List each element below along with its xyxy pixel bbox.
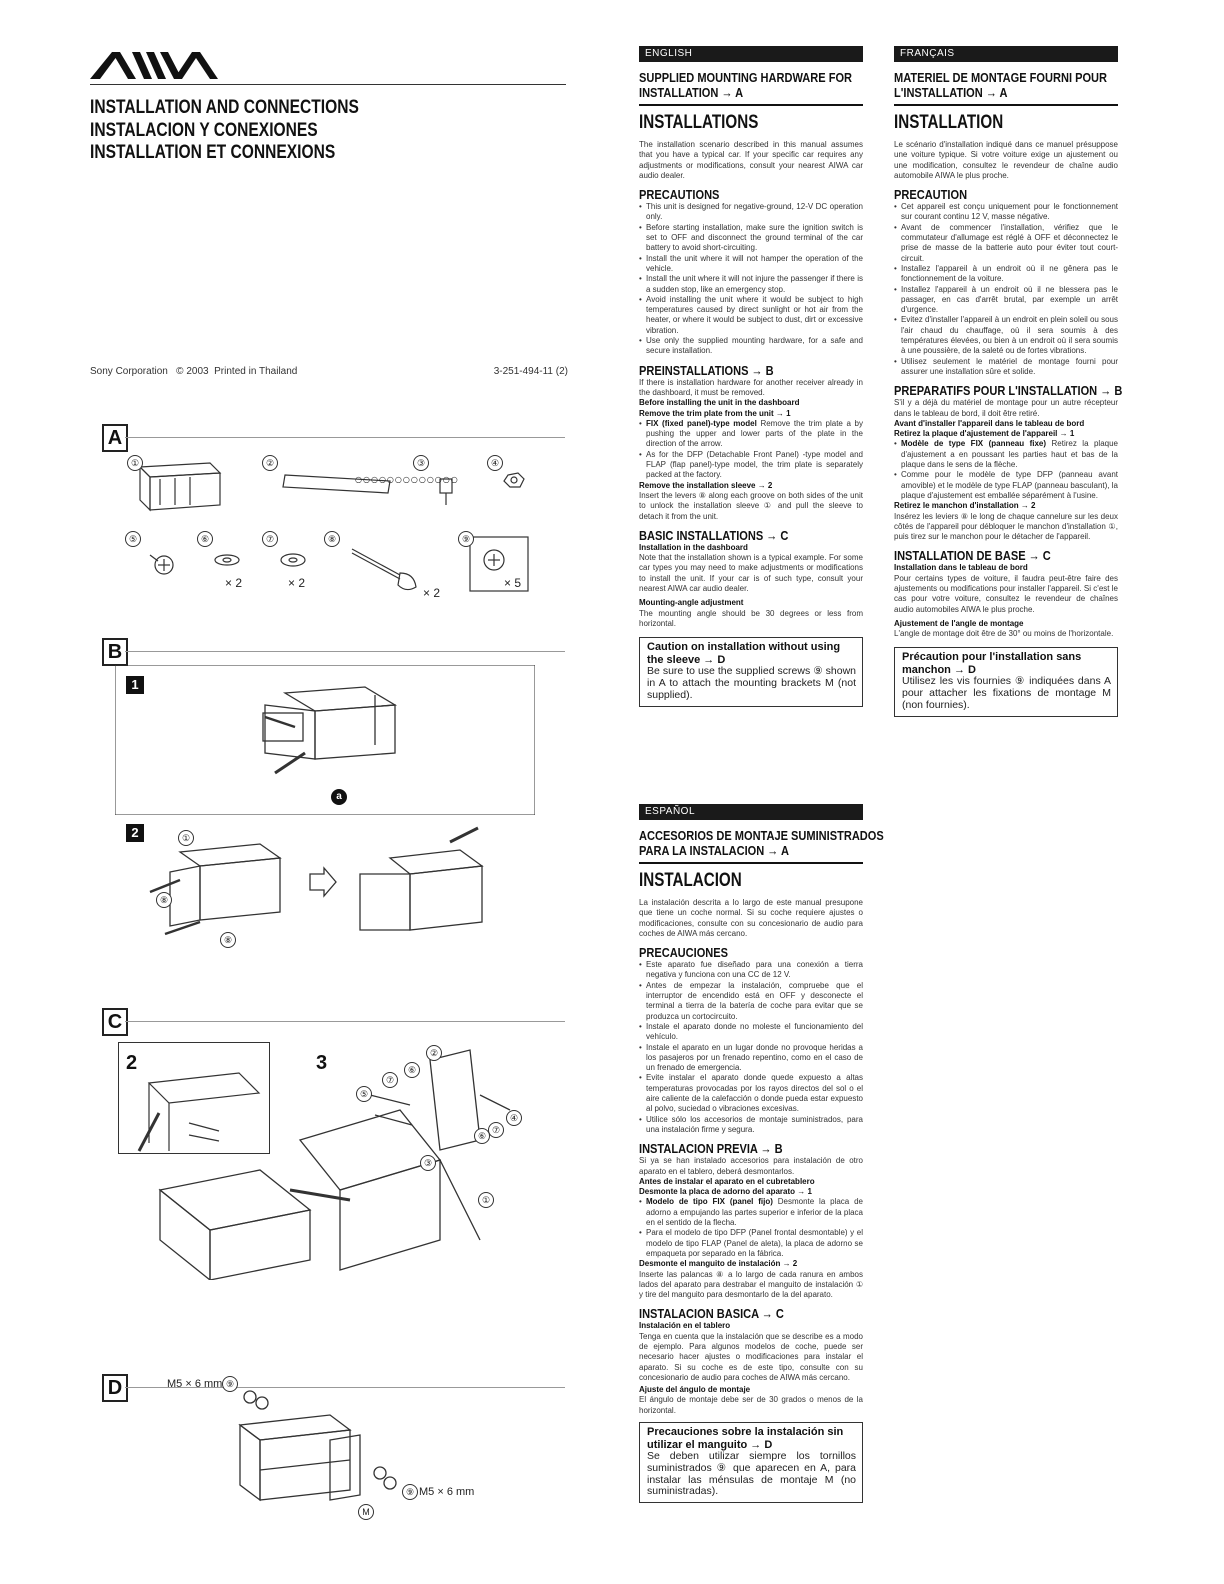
fr-pre-fix [894,439,1118,470]
part-7-marker: ⑦ [262,531,278,547]
part-3-marker: ③ [413,455,429,471]
es-precaution: • Antes de empezar la instalación, compruebe que el interruptor de encendido está en OFF y desconecte el terminal a tierra de la batería de coche para evitar que se produzca un cortocircuito. [639,981,863,1022]
en-pre-fix-bold: FIX (fixed panel)-type model [646,418,757,428]
c-part-7b-marker: ⑦ [488,1122,504,1138]
aiwa-logo [90,50,220,80]
en-pre-remove-sleeve: Remove the installation sleeve → 2 [639,480,773,490]
es-pre-fix-text: Desmonte la placa de adorno a empujando las partes superior e inferior de la placa en el sentido de la flecha. [646,1197,863,1228]
panel-b-rule [125,651,565,652]
part-7-qty: × 2 [288,576,306,590]
en-pre-remove-trim: Remove the trim plate from the unit → 1 [639,408,791,418]
es-title: INSTALACION [639,870,742,891]
part-4-marker: ④ [487,455,503,471]
panel-a-label: A [102,424,128,452]
es-precautions-head: PRECAUCIONES [639,945,729,961]
es-intro: La instalación descrita a lo largo de este manual presupone que tiene un coche normal. Si su coche requiere ajustes o modificaciones, consulte con su concesionario de audio para coches de AIWA más cercano. [639,898,863,938]
es-pre-dfp: • Para el modelo de tipo DFP (Panel frontal desmontable) y el modelo de tipo FLAP (Panel de aleta), la placa de adorno se empaqueta por separado en la fábrica. [639,1228,863,1259]
en-title: INSTALLATIONS [639,112,759,133]
b-part-1-marker: ① [178,830,194,846]
header-rule [90,84,566,85]
part-9-qty: × 5 [504,576,522,590]
fr-precautions-head: PRECAUTION [894,187,968,203]
fr-precaution: • Utilisez seulement le matériel de montage fourni pour assurer une installation sûre et solide. [894,357,1118,378]
part-1-marker: ① [127,455,143,471]
es-pre-remove-sleeve: Desmonte el manguito de instalación → 2 [639,1259,798,1269]
part-number: 3-251-494-11 (2) [493,366,568,377]
en-precaution: • This unit is designed for negative-ground, 12-V DC operation only. [639,202,863,223]
panel-d-figure [230,1385,420,1525]
panel-a-rule [125,437,565,438]
panel-d-label: D [102,1374,128,1402]
b-part-8b-marker: ⑧ [220,932,236,948]
es-caution-box [639,1422,863,1503]
es-caution-title: Precauciones sobre la instalación sin utilizar el manguito → D [647,1426,844,1451]
c-part-2-marker: ② [426,1045,442,1061]
en-caution-box [639,637,863,706]
en-caution-text: Be sure to use the supplied screws ⑨ shown in A to attach the mounting brackets M (not supplied). [647,665,856,701]
en-pre-dfp: • As for the DFP (Detachable Front Panel) -type model and FLAP (flap panel)-type model, the trim plate is separately packed at the factory. [639,450,863,481]
en-precaution: • Before starting installation, make sure the ignition switch is set to OFF and disconnect the ground terminal of the car battery to avoid short-circuiting. [639,223,863,254]
fr-pre-fix-bold: Modèle de type FIX (panneau fixe) [901,439,1047,449]
french-lang-bar: FRANÇAIS [894,46,1118,62]
part-8-qty: × 2 [423,586,441,600]
es-precaution: • Este aparato fue diseñado para una conexión a tierra negativa y funciona con una CC de 12 V. [639,960,863,981]
part-5-marker: ⑤ [125,531,141,547]
fr-title: INSTALLATION [894,112,1004,133]
d-part-m-marker: M [358,1504,374,1520]
main-titles [90,97,570,165]
fr-pre-before: Avant d'installer l'appareil dans le tableau de bord [894,418,1085,428]
fr-pre-head: PREPARATIFS POUR L'INSTALLATION → B [894,383,1123,399]
french-column [894,46,1123,717]
fr-angle-head: Ajustement de l'angle de montage [894,618,1024,628]
fr-precaution: • Evitez d'installer l'appareil à un endroit en plein soleil ou sous l'air chaud du chauffage, où il sera soumis à des températures élevées, ou bien à un endroit où il sera soumis à une poussière, de la saleté ou de fortes vibrations. [894,315,1118,356]
es-rule [639,862,863,864]
es-precaution: • Evite instalar el aparato donde quede expuesto a altas temperaturas provocadas por los rayos directos del sol o el aire caliente de la calefacción o donde pueda estar expuesto al polvo, suciedad o vibraciones excesivas. [639,1073,863,1114]
english-column [639,46,863,707]
es-basic-text: Tenga en cuenta que la instalación que se describe es a modo de ejemplo. Para algunos modelos de coche, puede ser necesario hacer ajustes o modificaciones para instalar el aparato. Si su coche es de este tipo, consulte con su concesionario de audio para coches de AIWA más cercano. [639,1331,863,1382]
part-6-marker: ⑥ [197,531,213,547]
step-c3-label: 3 [316,1052,328,1074]
en-basic-head: BASIC INSTALLATIONS → C [639,527,789,543]
title-french: INSTALLATION ET CONNEXIONS [90,142,336,163]
es-angle-head: Ajuste del ángulo de montaje [639,1385,751,1395]
panel-c-figure [150,1040,560,1280]
title-spanish: INSTALACION Y CONEXIONES [90,119,318,141]
spanish-column [639,804,884,1503]
en-caution-title: Caution on installation without using the sleeve → D [647,641,841,666]
company-name: Sony Corporation [90,366,168,377]
fr-precaution: • Installez l'appareil à un endroit où il ne blessera pas le passager, en cas d'arrêt brutal, par exemple un arrêt d'urgence. [894,285,1118,316]
en-precaution: • Avoid installing the unit where it would be subject to high temperatures caused by direct sunlight or hot air from the heater, or where it would be subject to dust, dirt or excessive vibration. [639,295,863,336]
en-rule [639,104,863,106]
fr-basic-sub: Installation dans le tableau de bord [894,563,1028,573]
d-part-9b-marker: ⑨ [402,1484,418,1500]
en-supplied-line2: INSTALLATION → A [639,84,744,100]
es-precautions-list [639,960,863,1135]
es-precaution: • Instale el aparato en un lugar donde no provoque heridas a los pasajeros por un frenado repentino, como en el caso de un frenado de emergencia. [639,1043,863,1074]
svg-text:○○○○○○○○○○○○○: ○○○○○○○○○○○○○ [355,475,459,484]
fr-caution-title: Précaution pour l'installation sans manchon → D [902,651,1082,676]
b-part-8a-marker: ⑧ [156,892,172,908]
en-basic-sub: Installation in the dashboard [639,542,748,552]
fr-basic-text: Pour certains types de voiture, il faudra peut-être faire des ajustements ou modifications pour installer l'appareil. Si c'est le cas pour votre voiture, consultez le revendeur de chaînes audio automobiles AIWA le plus proche. [894,573,1118,614]
en-basic-text: Note that the installation shown is a typical example. For some car types you may need to make adjustments or modifications to install the unit. If your car is of such type, consult your nearest AIWA car audio dealer. [639,553,863,593]
fr-caution-text: Utilisez les vis fournies ⑨ indiquées dans A pour attacher les fixations de montage M (non fournies). [902,675,1111,712]
es-basic-sub: Instalación en el tablero [639,1321,731,1331]
en-pre-intro: If there is installation hardware for another receiver already in the dashboard, it must be removed. [639,377,863,397]
c-part-6-marker: ⑥ [404,1062,420,1078]
panel-c-label: C [102,1008,128,1036]
es-pre-head: INSTALACION PREVIA → B [639,1141,783,1157]
en-precautions-head: PRECAUTIONS [639,187,720,203]
step-c2-label: 2 [126,1052,138,1074]
es-pre-before: Antes de instalar el aparato en el cubretablero [639,1176,815,1186]
panel-a-figure [90,445,566,615]
fr-pre-remove-trim: Retirez la plaque d'ajustement de l'appareil → 1 [894,429,1075,439]
panel-b2-figure [110,822,550,957]
c-part-7-marker: ⑦ [382,1072,398,1088]
d-screw-size-2: M5 × 6 mm [419,1486,475,1498]
en-pre-before: Before installing the unit in the dashboard [639,398,800,408]
fr-pre-fix-text: Retirez la plaque d'ajustement a en poussant les parties haut et bas de la plaque dans le sens de la flèche. [901,439,1118,470]
printed-in: Printed in Thailand [214,366,298,377]
fr-precaution: • Installez l'appareil à un endroit où il ne gênera pas le fonctionnement de la voiture. [894,264,1118,285]
en-pre-sleeve-text: Insert the levers ⑧ along each groove on both sides of the unit to unlock the installation sleeve ① and pull the sleeve to detach it from the unit. [639,490,863,521]
en-pre-head: PREINSTALLATIONS → B [639,362,774,378]
fr-precautions-list [894,202,1118,377]
panel-b-label: B [102,638,128,666]
part-6-qty: × 2 [225,576,243,590]
en-precaution: • Install the unit where it will not hamper the operation of the vehicle. [639,254,863,275]
fr-supplied-line1: MATERIEL DE MONTAGE FOURNI POUR [894,70,1108,85]
fr-pre-intro: S'il y a déjà du matériel de montage pour un autre récepteur dans le tableau de bord, il doit être retiré. [894,398,1118,418]
en-pre-fix-text: Remove the trim plate a by pushing the upper and lower parts of the plate in the direction of the arrow. [646,418,863,449]
fr-basic-head: INSTALLATION DE BASE → C [894,548,1051,564]
c-part-3-marker: ③ [420,1155,436,1171]
fr-pre-dfp: • Comme pour le modèle de type DFP (panneau avant amovible) et le modèle de type FLAP (panneau basculant), la plaque d'ajustement est emballée séparément à l'usine. [894,470,1118,501]
english-lang-bar: ENGLISH [639,46,863,62]
es-angle-text: El ángulo de montaje debe ser de 30 grados o menos de la horizontal. [639,1395,863,1415]
d-screw-size-1: M5 × 6 mm [167,1378,223,1390]
spanish-lang-bar: ESPAÑOL [639,804,863,820]
es-basic-head: INSTALACION BASICA → C [639,1306,784,1322]
fr-pre-sleeve-text: Insérez les leviers ⑧ le long de chaque cannelure sur les deux côtés de l'appareil pour débloquer le manchon d'installation ①, puis tirez sur le manchon pour le détacher de l'appareil. [894,511,1118,542]
fr-supplied-line2: L'INSTALLATION → A [894,84,1008,100]
en-precaution: • Install the unit where it will not injure the passenger if there is a sudden stop, like an emergency stop. [639,274,863,295]
part-2-marker: ② [262,455,278,471]
en-angle-head: Mounting-angle adjustment [639,598,744,608]
fr-precaution: • Cet appareil est conçu uniquement pour le fonctionnement sur courant continu 12 V, masse négative. [894,202,1118,223]
fr-intro: Le scénario d'installation indiqué dans ce manuel présuppose une voiture typique. Si votre voiture exige un ajustement ou une modification, consultez le revendeur de chaîne audio automobile AIWA le plus proche. [894,140,1118,180]
title-english: INSTALLATION AND CONNECTIONS [90,97,359,118]
es-pre-sleeve-text: Inserte las palancas ⑧ a lo largo de cada ranura en ambos lados del aparato para destrabar el manguito de instalación ① y tire del manguito para desmontarlo de la del aparato. [639,1269,863,1300]
fr-angle-text: L'angle de montage doit être de 30° ou moins de l'horizontale. [894,629,1114,639]
panel-c-rule [125,1021,565,1022]
fr-precaution: • Avant de commencer l'installation, vérifiez que le commutateur d'allumage est réglé à OFF et déconnectez le prise de masse de la batterie auto pour éviter tout court-circuit. [894,223,1118,264]
part-9-marker: ⑨ [458,531,474,547]
fr-pre-list [894,439,1118,501]
en-precaution: • Use only the supplied mounting hardware, for a safe and secure installation. [639,336,863,357]
es-supplied-line2: PARA LA INSTALACION → A [639,842,789,858]
imprint-line [90,366,568,377]
c-part-5-marker: ⑤ [356,1086,372,1102]
es-pre-fix-bold: Modelo de tipo FIX (panel fijo) [646,1197,773,1207]
c-part-6b-marker: ⑥ [474,1128,490,1144]
en-intro: The installation scenario described in this manual assumes that you have a typical car. If your specific car requires any adjustments or modifications, consult your nearest AIWA car audio dealer. [639,140,863,180]
es-pre-intro: Si ya se han instalado accesorios para instalación de otro aparato en el tablero, deberá desmontarlos. [639,1156,863,1176]
es-pre-remove-trim: Desmonte la placa de adorno del aparato → 1 [639,1187,812,1197]
fr-rule [894,104,1118,106]
step-1-marker: 1 [126,676,144,694]
d-part-9a-marker: ⑨ [222,1376,238,1392]
c-part-1-marker: ① [478,1192,494,1208]
es-supplied-line1: ACCESORIOS DE MONTAJE SUMINISTRADOS [639,828,884,843]
part-8-marker: ⑧ [324,531,340,547]
step-2-marker: 2 [126,824,144,842]
en-precautions-list [639,202,863,356]
callout-a-marker: a [331,789,347,805]
c-part-4-marker: ④ [506,1110,522,1126]
es-precaution: • Instale el aparato donde no moleste el funcionamiento del vehículo. [639,1022,863,1043]
en-pre-fix [639,419,863,450]
en-angle-text: The mounting angle should be 30 degrees or less from horizontal. [639,608,863,628]
panel-b1-figure [115,665,535,815]
en-pre-list [639,419,863,481]
es-caution-text: Se deben utilizar siempre los tornillos suministrados ⑨ que aparecen en A, para instalar las ménsulas de montaje M (no suministradas). [647,1450,856,1498]
fr-pre-remove-sleeve: Retirez le manchon d'installation → 2 [894,501,1036,511]
es-precaution: • Utilice sólo los accesorios de montaje suministrados, para una instalación firme y segura. [639,1115,863,1136]
en-supplied-line1: SUPPLIED MOUNTING HARDWARE FOR [639,70,853,85]
es-pre-fix [639,1197,863,1228]
copyright: © 2003 [176,366,209,377]
es-pre-list [639,1197,863,1259]
fr-caution-box [894,647,1118,716]
